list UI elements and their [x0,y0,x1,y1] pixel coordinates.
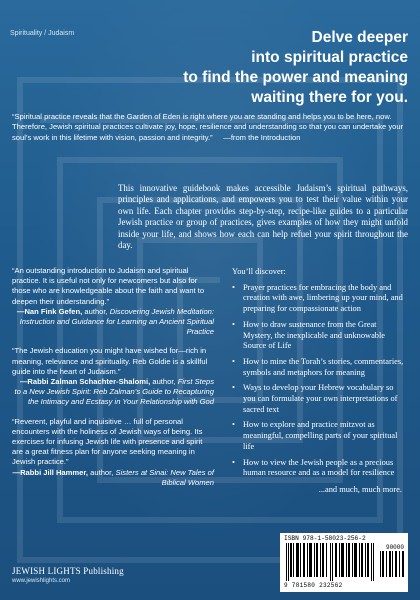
barcode-number: 9 781580 232562 [284,582,343,589]
bullet-icon: • [232,420,235,430]
praise-column [12,266,214,497]
discover-outro: ...and much, much more. [318,484,402,494]
praise-author-book: Discovering Jewish Meditation: Instruction and Guidance for Learning an Ancient Spiritual Practice [19,306,214,337]
intro-quote-text: “Spiritual practice reveals that the Garden of Eden is right where you are standing and helps you to be here, now. Therefore, Jewish spiritual practices cultivate joy, hope, resilience and understanding so that you can undertake your soul’s work in this lifetime with vision, passion and integrity.” [12,112,404,142]
list-item-text: How to view the Jewish people as a precious human resource and as a model for resilience [243,457,395,478]
bullet-icon: • [232,457,235,467]
praise-author-book: First Steps to a New Jewish Spirit: Reb Zalman’s Guide to Recapturing the Intimacy and Ecstasy in Your Relationship with God [14,377,214,407]
price-code: 90000 [385,544,404,551]
list-item [232,283,408,315]
bullet-icon: • [232,319,235,329]
praise-author-name: —Rabbi Jill Hammer, [12,467,89,477]
isbn-text: ISBN 978-1-58023-256-2 [284,535,366,542]
bullet-icon: • [232,356,235,366]
headline-line: to find the power and meaning [183,69,408,86]
praise-quote-text: “The Jewish education you might have wished for—rich in meaning, relevance and spirituality. Reb Goldie is a skillful guide into the heart of Judaism.” [12,346,208,376]
praise-author-name: —Nan Fink Gefen, [16,306,83,316]
publisher-url: www.jewishlights.com [12,578,71,584]
category-label: Spirituality / Judaism [10,30,75,37]
praise-author-role: author, [84,306,108,316]
list-item-text: Ways to develop your Hebrew vocabulary so you can formulate your own interpretations of sacred text [243,383,398,414]
book-description: This innovative guidebook makes accessible Judaism’s spiritual pathways, principles and applications, and empowers you to test their value within your own life. Each chapter provides step-by-step, recipe-like guides to a particular Jewish practice or group of practices, gives examples of how they might unfold inside your life, and shows how each can help refuel your spirit throughout the day. [118,183,408,251]
intro-quote-attribution: —from the Introduction [223,132,301,142]
list-item-text: How to explore and practice mitzvot as meaningful, compelling parts of your spiritual life [243,420,398,451]
list-item-text: How to mine the Torah’s stories, commentaries, symbols and metaphors for meaning [243,356,404,377]
barcode-bars-icon [286,543,376,581]
praise-author-book: Sisters at Sinai: New Tales of Biblical Women [115,467,214,487]
headline [118,28,408,108]
discover-list [232,267,408,496]
list-item [232,383,408,415]
headline-line: waiting there for you. [251,89,408,106]
praise-author-role: author, [152,377,176,387]
praise-quote [12,266,214,337]
list-item-text: Prayer practices for embracing the body and creation with awe, limbering up your mind, and preparing for compassionate action [243,282,403,314]
praise-author-role: author, [90,467,114,477]
intro-quote [12,112,408,143]
praise-quote-text: “Reverent, playful and inquisitive … full of personal encounters with the holiness of Jewish ways of being. Its exercises for infusing Jewish life with presence and spirit are a great fitness plan for anyone seeking meaning in Jewish practice.” [12,416,203,467]
publisher-logo [12,566,124,585]
price-barcode-icon [380,551,404,577]
barcode [280,533,408,592]
bullet-icon: • [232,282,235,292]
headline-line: Delve deeper [311,29,408,46]
praise-quote-text: “An outstanding introduction to Judaism and spiritual practice. It is useful not only for newcomers but also for those who are knowledgeable about the faith and want to deepen their understanding.” [12,266,205,306]
discover-intro: You’ll discover: [232,267,286,276]
list-item [232,320,408,352]
bullet-icon: • [232,383,235,393]
list-item-text: How to draw sustenance from the Great Mystery, the inexplicable and unknowable Source of Life [243,319,386,351]
list-item [232,420,408,452]
list-item [232,458,408,479]
praise-quote [12,417,214,488]
publisher-name: JEWISH LIGHTS Publishing [12,566,124,576]
praise-quote [12,346,214,407]
list-item [232,357,408,378]
headline-line: into spiritual practice [251,49,408,66]
praise-author-name: —Rabbi Zalman Schachter-Shalomi, [19,377,151,387]
